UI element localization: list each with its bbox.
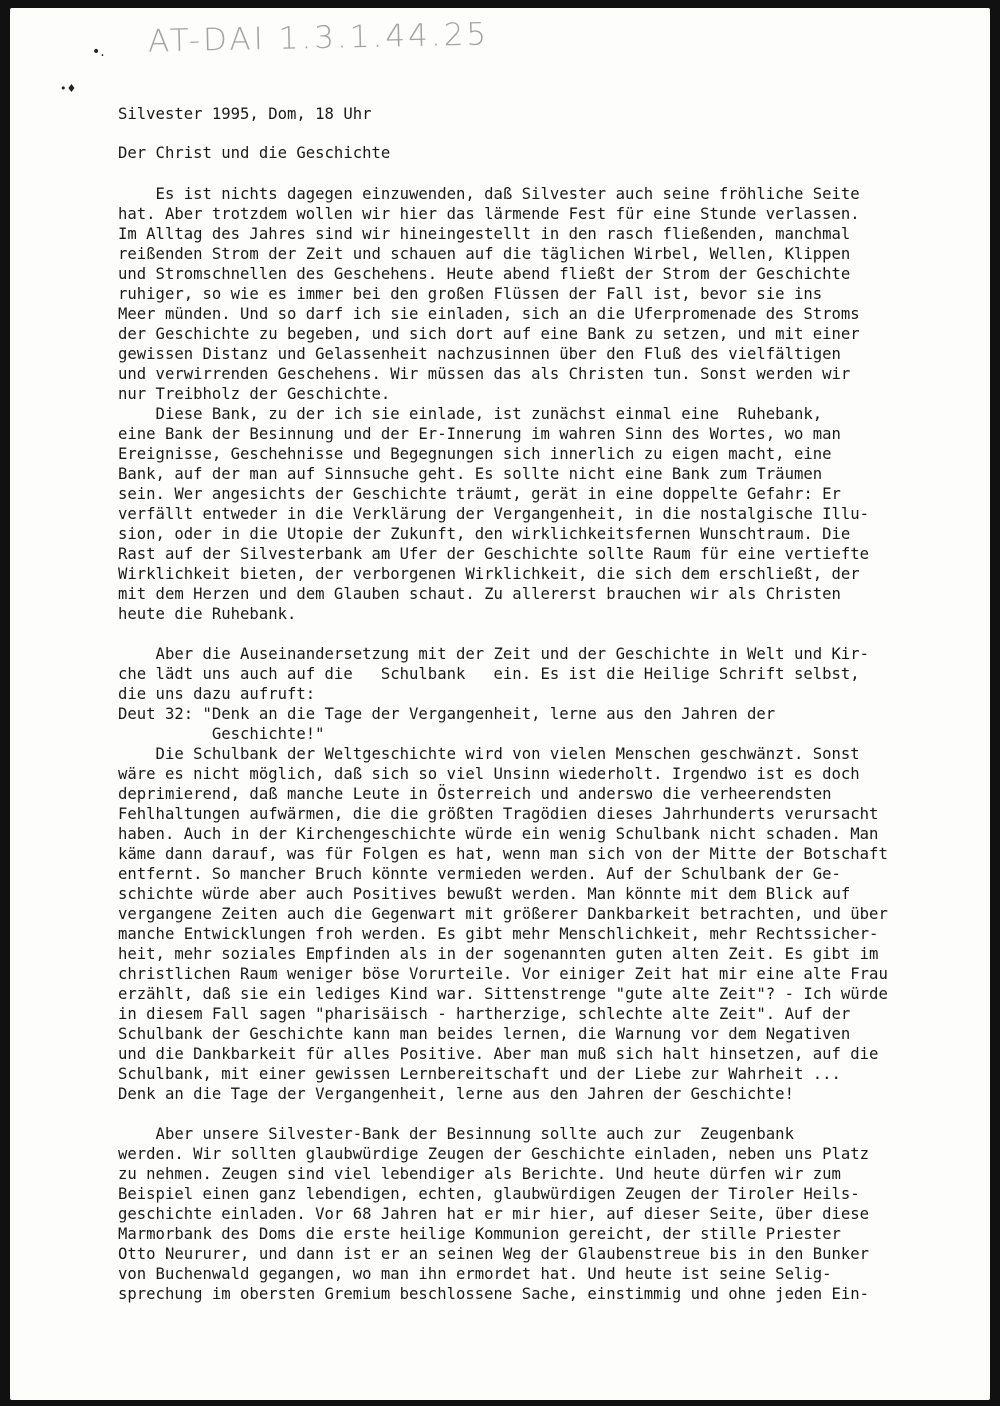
text-line: sprechung im obersten Gremium beschlossene Sache, einstimmig und ohne jeden Ein- — [118, 1285, 870, 1303]
text-line: che lädt uns auch auf die Schulbank ein. Es ist die Heilige Schrift selbst, — [118, 665, 860, 683]
text-line: gewissen Distanz und Gelassenheit nachzusinnen über den Fluß des vielfältigen — [118, 345, 841, 363]
text-line: wäre es nicht möglich, daß sich so viel Unsinn wiederholt. Irgendwo ist es doch — [118, 765, 860, 783]
text-line: Otto Neururer, und dann ist er an seinen Weg der Glaubenstreue bis in den Bunker — [118, 1245, 870, 1263]
text-line: Die Schulbank der Weltgeschichte wird von vielen Menschen geschwänzt. Sonst — [118, 745, 860, 763]
ink-dots: •♦ — [60, 82, 77, 95]
text-line: Diese Bank, zu der ich sie einlade, ist zunächst einmal eine Ruhebank, — [118, 405, 823, 423]
text-line: entfernt. So mancher Bruch könnte vermieden werden. Auf der Schulbank der Ge- — [118, 865, 841, 883]
text-line: Schulbank, mit einer gewissen Lernbereitschaft und der Liebe zur Wahrheit ... — [118, 1065, 841, 1083]
text-line: schichte würde aber auch Positives bewußt werden. Man könnte mit dem Blick auf — [118, 885, 851, 903]
text-line: hat. Aber trotzdem wollen wir hier das lärmende Fest für eine Stunde verlassen. — [118, 205, 860, 223]
text-line: heit, mehr soziales Empfinden als in der sogenannten guten alten Zeit. Es gibt im — [118, 945, 879, 963]
text-line: erzählt, daß sie ein lediges Kind war. Sittenstrenge "gute alte Zeit"? - Ich würde — [118, 985, 888, 1003]
text-line: Denk an die Tage der Vergangenheit, lerne aus den Jahren der Geschichte! — [118, 1085, 794, 1103]
text-line — [118, 1104, 918, 1124]
text-line: Wirklichkeit bieten, der verborgenen Wirklichkeit, die sich dem erschließt, der — [118, 565, 860, 583]
text-line: Marmorbank des Doms die erste heilige Kommunion gereicht, der stille Priester — [118, 1225, 841, 1243]
text-line: in diesem Fall sagen "pharisäisch - hartherzige, schlechte alte Zeit". Auf der — [118, 1005, 851, 1023]
text-line: Beispiel einen ganz lebendigen, echten, glaubwürdigen Zeugen der Tiroler Heils- — [118, 1185, 860, 1203]
text-line: käme dann darauf, was für Folgen es hat, wenn man sich von der Mitte der Botschaft — [118, 845, 888, 863]
text-line: geschichte einladen. Vor 68 Jahren hat er mir hier, auf dieser Seite, über diese — [118, 1205, 870, 1223]
text-line: Rast auf der Silvesterbank am Ufer der Geschichte sollte Raum für eine vertiefte — [118, 545, 870, 563]
text-line: Aber die Auseinandersetzung mit der Zeit und der Geschichte in Welt und Kir- — [118, 645, 870, 663]
archive-signature: AT-DAI 1.3.1.44.25 — [147, 16, 490, 60]
text-line: Ereignisse, Geschehnisse und Begegnungen sich innerlich zu eigen macht, eine — [118, 445, 832, 463]
text-line: Im Alltag des Jahres sind wir hineingestellt in den rasch fließenden, manchmal — [118, 225, 851, 243]
text-line: sion, oder in die Utopie der Zukunft, den wirklichkeitsfernen Wunschtraum. Die — [118, 525, 851, 543]
date-line: Silvester 1995, Dom, 18 Uhr — [118, 105, 372, 123]
typewritten-text — [118, 104, 918, 1303]
text-line: Es ist nichts dagegen einzuwenden, daß Silvester auch seine fröhliche Seite — [118, 185, 860, 203]
text-line: werden. Wir sollten glaubwürdige Zeugen der Geschichte einladen, neben uns Platz — [118, 1145, 870, 1163]
text-line: Meer münden. Und so darf ich sie einladen, sich an die Uferpromenade des Stroms — [118, 305, 860, 323]
text-line: von Buchenwald gegangen, wo man ihn ermordet hat. Und heute ist seine Selig- — [118, 1265, 832, 1283]
text-line: verfällt entweder in die Verklärung der Vergangenheit, in die nostalgische Illu- — [118, 505, 870, 523]
text-line: und Stromschnellen des Geschehens. Heute abend fließt der Strom der Geschichte — [118, 265, 851, 283]
text-line: mit dem Herzen und dem Glauben schaut. Zu allererst brauchen wir als Christen — [118, 585, 841, 603]
text-line: zu nehmen. Zeugen sind viel lebendiger als Berichte. Und heute dürfen wir zum — [118, 1165, 841, 1183]
text-line: Geschichte!" — [118, 725, 325, 743]
text-line: Bank, auf der man auf Sinnsuche geht. Es sollte nicht eine Bank zum Träumen — [118, 465, 823, 483]
text-line: vergangene Zeiten auch die Gegenwart mit größerer Dankbarkeit betrachten, und über — [118, 905, 888, 923]
document-page — [10, 8, 990, 1400]
text-line: und die Dankbarkeit für alles Positive. Aber man muß sich halt hinsetzen, auf die — [118, 1045, 879, 1063]
text-line: Fehlhaltungen aufwärmen, die die größten Tragödien dieses Jahrhunderts verursacht — [118, 805, 879, 823]
text-line: Aber unsere Silvester-Bank der Besinnung sollte auch zur Zeugenbank — [118, 1125, 794, 1143]
text-line: christlichen Raum weniger böse Vorurteile. Vor einiger Zeit hat mir eine alte Frau — [118, 965, 888, 983]
text-line: sein. Wer angesichts der Geschichte träumt, gerät in eine doppelte Gefahr: Er — [118, 485, 841, 503]
text-line — [118, 624, 918, 644]
text-line: reißenden Strom der Zeit und schauen auf die täglichen Wirbel, Wellen, Klippen — [118, 245, 851, 263]
text-line: ruhiger, so wie es immer bei den großen Flüssen der Fall ist, bevor sie ins — [118, 285, 823, 303]
text-line: deprimierend, daß manche Leute in Österreich und anderswo die verheerendsten — [118, 785, 832, 803]
text-line: manche Entwicklungen froh werden. Es gibt mehr Menschlichkeit, mehr Rechtssicher- — [118, 925, 879, 943]
text-line: Schulbank der Geschichte kann man beides lernen, die Warnung vor dem Negativen — [118, 1025, 851, 1043]
text-line: und verwirrenden Geschehens. Wir müssen das als Christen tun. Sonst werden wir — [118, 365, 851, 383]
text-line: haben. Auch in der Kirchengeschichte würde ein wenig Schulbank nicht schaden. Man — [118, 825, 879, 843]
ink-dots: •. — [92, 44, 105, 60]
document-title: Der Christ und die Geschichte — [118, 144, 391, 162]
text-line: die uns dazu aufruft: — [118, 685, 316, 703]
text-line: heute die Ruhebank. — [118, 605, 297, 623]
body-text — [118, 184, 918, 1303]
text-line: nur Treibholz der Geschichte. — [118, 385, 391, 403]
text-line: eine Bank der Besinnung und der Er-Innerung im wahren Sinn des Wortes, wo man — [118, 425, 841, 443]
text-line: Deut 32: "Denk an die Tage der Vergangenheit, lerne aus den Jahren der — [118, 705, 776, 723]
text-line: der Geschichte zu begeben, und sich dort auf eine Bank zu setzen, und mit einer — [118, 325, 860, 343]
